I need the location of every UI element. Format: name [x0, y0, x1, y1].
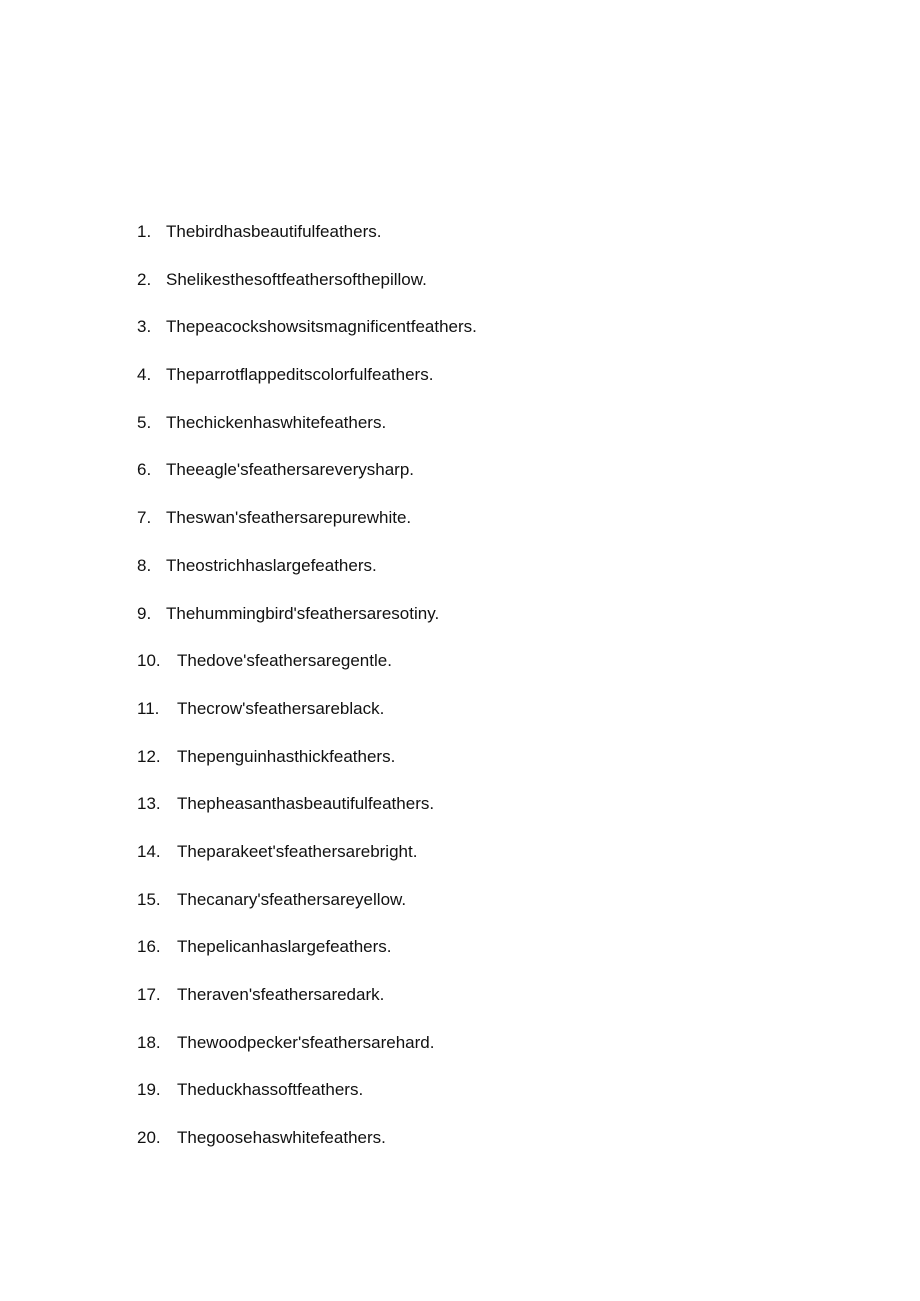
item-text: Theswan'sfeathersarepurewhite. — [166, 508, 412, 528]
item-text: Shelikesthesoftfeathersofthepillow. — [166, 269, 427, 289]
item-number: 2. — [137, 269, 152, 289]
list-item — [137, 554, 477, 602]
list-item — [137, 888, 477, 936]
item-number: 9. — [137, 603, 152, 623]
list-item — [137, 268, 477, 316]
list-item — [137, 1078, 477, 1126]
item-text: Thepheasanthasbeautifulfeathers. — [177, 794, 435, 814]
list-item — [137, 1031, 477, 1079]
item-number: 7. — [137, 508, 152, 528]
item-text: Thepelicanhaslargefeathers. — [177, 937, 392, 957]
item-number: 4. — [137, 365, 152, 385]
item-text: Theduckhassoftfeathers. — [177, 1080, 364, 1100]
item-number: 6. — [137, 460, 152, 480]
list-item — [137, 840, 477, 888]
item-text: Thepeacockshowsitsmagnificentfeathers. — [166, 317, 477, 337]
list-item — [137, 649, 477, 697]
list-item — [137, 411, 477, 459]
list-item — [137, 935, 477, 983]
item-number: 19. — [137, 1080, 161, 1100]
list-item — [137, 220, 477, 268]
list-item — [137, 315, 477, 363]
item-text: Thebirdhasbeautifulfeathers. — [166, 222, 382, 241]
item-number: 5. — [137, 412, 152, 432]
item-number: 20. — [137, 1128, 161, 1148]
item-number: 14. — [137, 841, 161, 861]
list-item — [137, 363, 477, 411]
item-number: 12. — [137, 746, 161, 766]
list-item — [137, 983, 477, 1031]
list-item — [137, 1126, 477, 1174]
item-text: Thedove'sfeathersaregentle. — [177, 651, 392, 671]
item-number: 15. — [137, 889, 161, 909]
item-number: 3. — [137, 317, 152, 337]
item-number: 10. — [137, 651, 161, 671]
item-text: Thewoodpecker'sfeathersarehard. — [177, 1032, 435, 1052]
item-number: 18. — [137, 1032, 161, 1052]
list-item — [137, 602, 477, 650]
item-text: Theraven'sfeathersaredark. — [177, 985, 385, 1004]
item-text: Thegoosehaswhitefeathers. — [177, 1128, 386, 1148]
item-number: 17. — [137, 985, 161, 1004]
item-number: 11. — [137, 698, 160, 718]
item-text: Thepenguinhasthickfeathers. — [177, 746, 396, 766]
item-number: 16. — [137, 937, 161, 957]
item-text: Theparrotflappeditscolorfulfeathers. — [166, 365, 434, 385]
list-item — [137, 506, 477, 554]
item-text: Theeagle'sfeathersareverysharp. — [166, 460, 414, 480]
list-item — [137, 745, 477, 793]
item-number: 1. — [137, 222, 152, 241]
item-text: Thechickenhaswhitefeathers. — [166, 412, 387, 432]
item-text: Thehummingbird'sfeathersaresotiny. — [166, 603, 440, 623]
item-text: Thecrow'sfeathersareblack. — [177, 698, 385, 718]
list-item — [137, 458, 477, 506]
item-text: Theostrichhaslargefeathers. — [166, 555, 377, 575]
item-text: Theparakeet'sfeathersarebright. — [177, 841, 418, 861]
list-item — [137, 792, 477, 840]
item-number: 8. — [137, 555, 152, 575]
item-number: 13. — [137, 794, 161, 814]
item-text: Thecanary'sfeathersareyellow. — [177, 889, 407, 909]
sentence-list — [137, 220, 477, 1174]
list-item — [137, 697, 477, 745]
